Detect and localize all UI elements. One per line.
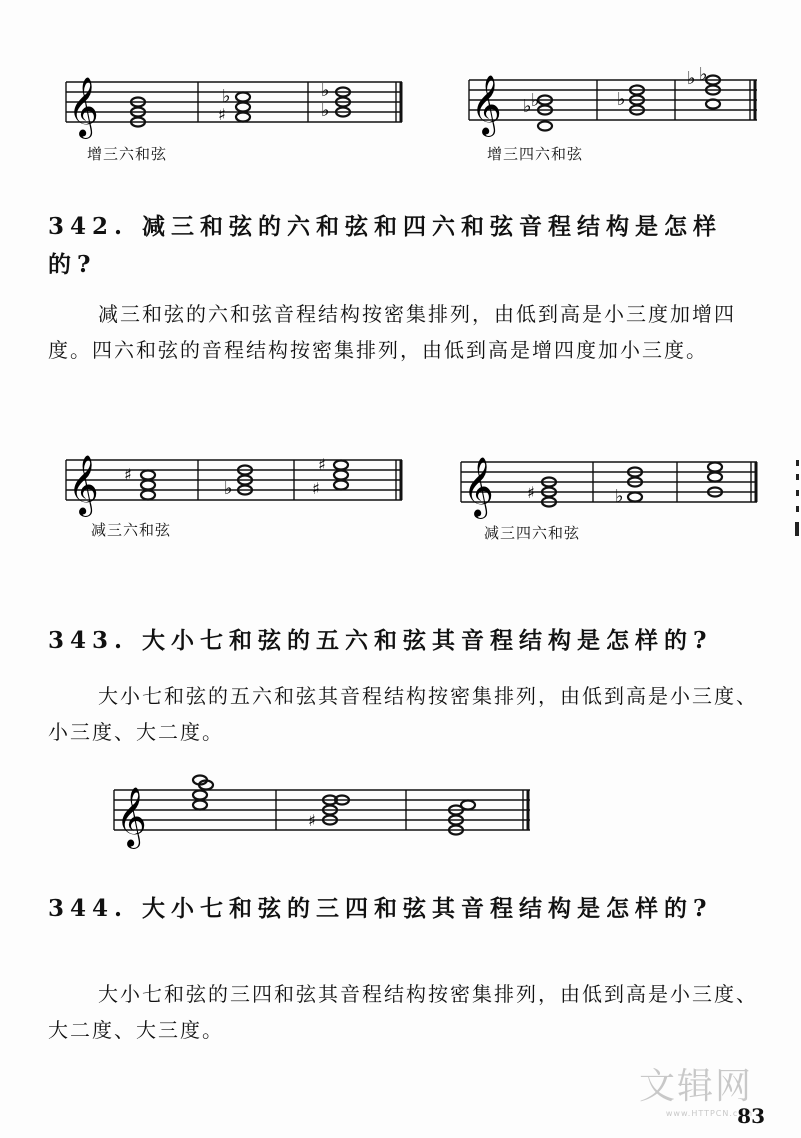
flat-icon: ♭: [699, 64, 708, 85]
treble-clef-icon: 𝄞: [68, 455, 99, 515]
flat-icon: ♭: [224, 478, 233, 499]
sharp-icon: ♯: [318, 455, 326, 474]
watermark-sub: www.HTTPCN.com: [665, 1109, 753, 1118]
staff-augmented-four-six: [465, 60, 761, 140]
question-343-answer: 大小七和弦的五六和弦其音程结构按密集排列，由低到高是小三度、小三度、大二度。: [48, 684, 758, 744]
treble-clef-icon: 𝄞: [471, 75, 502, 135]
staff-svg: [58, 62, 406, 142]
flat-icon: ♭: [321, 100, 330, 121]
sharp-icon: ♯: [124, 465, 132, 484]
question-342-text: 342. 减三和弦的六和弦和四六和弦音程结构是怎样的?: [48, 213, 723, 278]
question-342-answer: 减三和弦的六和弦音程结构按密集排列，由低到高是小三度加增四度。四六和弦的音程结构按密集排列，由低到高是增四度加小三度。: [48, 302, 736, 362]
caption-aug-six: 增三六和弦: [87, 145, 168, 163]
question-343-text: 343. 大小七和弦的五六和弦其音程结构是怎样的?: [48, 627, 713, 654]
flat-icon: ♭: [321, 80, 330, 101]
staff-dominant-seventh-five-six: [110, 762, 534, 850]
flat-icon: ♭: [615, 486, 624, 507]
flat-icon: ♭: [617, 89, 626, 110]
flat-icon: ♭: [523, 96, 532, 117]
caption-dim-four-six: 减三四六和弦: [484, 524, 581, 542]
staff-augmented-sixth: [58, 62, 406, 142]
page-number: 83: [737, 1104, 765, 1128]
staff-svg: [465, 60, 761, 140]
page-edge-marks: [793, 460, 801, 540]
flat-icon: ♭: [531, 90, 540, 111]
staff-diminished-four-six: [457, 442, 761, 522]
question-342-title: [48, 208, 763, 284]
staff-svg: [58, 440, 406, 520]
question-344-heading: [48, 890, 763, 928]
treble-clef-icon: 𝄞: [116, 787, 147, 847]
question-343-heading: [48, 622, 763, 660]
treble-clef-icon: 𝄞: [463, 457, 494, 517]
sharp-icon: ♯: [308, 811, 316, 830]
watermark-text: 文辑网: [638, 1066, 753, 1107]
sharp-icon: ♯: [312, 479, 320, 498]
treble-clef-icon: 𝄞: [68, 77, 99, 137]
staff-diminished-sixth: [58, 440, 406, 520]
caption-dim-six: 减三六和弦: [91, 521, 172, 539]
flat-icon: ♭: [222, 86, 231, 107]
sharp-icon: ♯: [218, 105, 226, 124]
question-344-text: 344. 大小七和弦的三四和弦其音程结构是怎样的?: [48, 895, 713, 922]
watermark-logo: [639, 1058, 753, 1118]
caption-aug-four-six: 增三四六和弦: [487, 145, 584, 163]
staff-svg: [110, 762, 534, 850]
sharp-icon: ♯: [527, 483, 535, 502]
question-344-answer: 大小七和弦的三四和弦其音程结构按密集排列，由低到高是小三度、大二度、大三度。: [48, 982, 758, 1042]
staff-svg: [457, 442, 761, 522]
flat-icon: ♭: [687, 68, 696, 89]
